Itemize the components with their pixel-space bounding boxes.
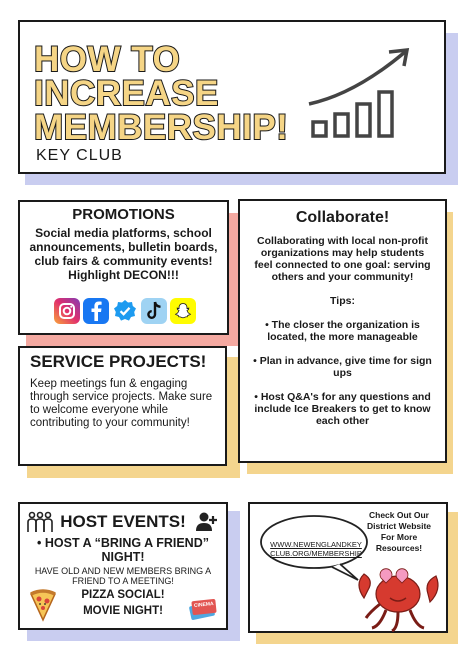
host-events-note: HAVE OLD AND NEW MEMBERS BRING A FRIEND TO A MEETING! [34, 566, 212, 586]
service-title: SERVICE PROJECTS! [30, 352, 207, 371]
host-events-bullet: • HOST A “BRING A FRIEND” NIGHT! [37, 536, 209, 564]
service-body: Keep meetings fun & engaging through service projects. Make sure to welcome everyone while contributing to your community! [30, 378, 213, 429]
promotions-body: Social media platforms, school announcements, bulletin boards, club fairs & community events! Highlight DECON!!! [29, 226, 218, 282]
district-card [248, 502, 448, 633]
verified-badge-icon [112, 298, 138, 324]
tiktok-icon [141, 298, 167, 324]
lobster-mascot-icon [350, 554, 446, 632]
tip-item-1: • The closer the organization is located, the more manageable [265, 319, 420, 343]
add-user-icon [196, 512, 218, 532]
cinema-label: CINEMA [193, 600, 214, 610]
people-group-icon [26, 510, 54, 534]
host-events-card [18, 502, 228, 630]
page-title-line-2: INCREASE [34, 74, 219, 113]
promotions-title: PROMOTIONS [72, 206, 175, 223]
pizza-social-text: PIZZA SOCIAL! [81, 589, 165, 601]
header-card [18, 20, 446, 174]
growth-chart-icon [305, 44, 425, 139]
page-title-line-3: MEMBERSHIP! [34, 108, 289, 147]
collaborate-title: Collaborate! [295, 209, 390, 226]
page-title-line-1: HOW TO [34, 40, 181, 79]
movie-night-text: MOVIE NIGHT! [83, 605, 163, 617]
tips-label: Tips: [330, 295, 355, 307]
district-url-link[interactable]: WWW.NEWENGLANDKEY CLUB.ORG/MEMBERSHIP [270, 540, 362, 558]
collaborate-intro: Collaborating with local non-profit organizations may help students feel connected to one goal: serving others and your community! [254, 235, 431, 283]
pizza-icon [28, 588, 58, 622]
social-icons [54, 298, 196, 324]
org-name: KEY CLUB [36, 147, 123, 164]
collaborate-card [238, 199, 447, 463]
promotions-card [18, 200, 229, 335]
host-events-title: HOST EVENTS! [60, 512, 186, 531]
cinema-ticket-icon [188, 596, 218, 622]
service-projects-card [18, 346, 227, 466]
facebook-icon [83, 298, 109, 324]
snapchat-icon [170, 298, 196, 324]
tip-item-2: • Plan in advance, give time for sign ups [253, 355, 432, 379]
district-callout: Check Out Our District Website For More Resources! [366, 510, 432, 553]
instagram-icon [54, 298, 80, 324]
tip-item-3: • Host Q&A's for any questions and include Ice Breakers to get to know each other [254, 391, 431, 427]
